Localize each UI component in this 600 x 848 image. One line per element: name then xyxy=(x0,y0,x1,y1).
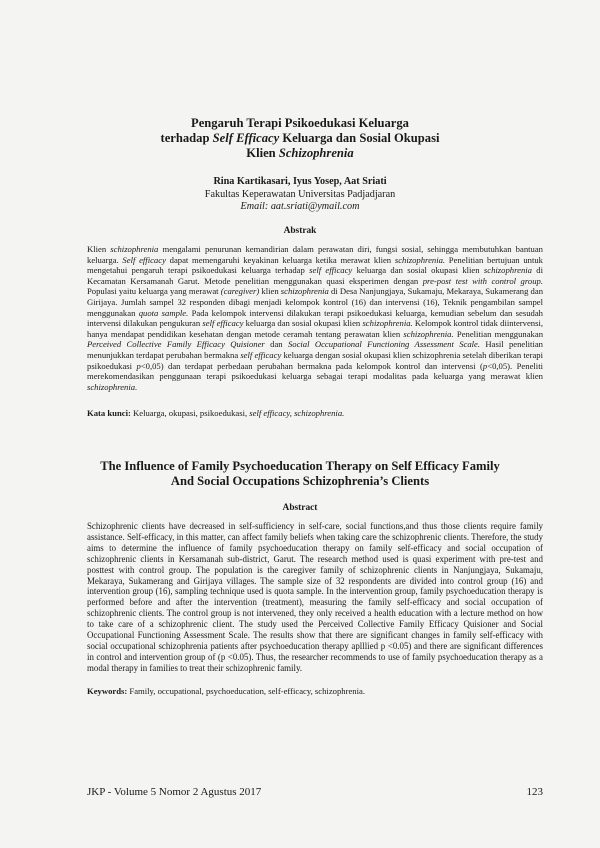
author-affiliation: Fakultas Keperawatan Universitas Padjadjaran xyxy=(204,188,396,200)
author-names: Rina Kartikasari, Iyus Yosep, Aat Sriati xyxy=(213,176,387,187)
title-en-line-2: And Social Occupations Schizophrenia’s Clients xyxy=(170,474,430,488)
title-line-1: Pengaruh Terapi Psikoedukasi Keluarga xyxy=(191,116,409,130)
title-english xyxy=(0,459,600,489)
abstrak-body: Klien schizophrenia mengalami penurunan kemandirian dalam perawatan diri, fungsi sosial, sehingga membutuhkan bantuan keluarga. Self efficacy dapat memengaruhi keyakinan keluarga ketika merawat klien schizophrenia. Penelitian bertujuan untuk mengetahui pengaruh terapi psikoedukasi keluarga terhadap self efficacy keluarga dan sosial okupasi klien schizophrenia di Kecamatan Kersamanah Garut. Metode penelitian menggunakan quasi eksperimen dengan pre-post test with control group. Populasi yaitu keluarga yang merawat (caregiver) klien schizophrenia di Desa Nanjungjaya, Sukamaju, Mekaraya, Sukamerang dan Girijaya. Jumlah sampel 32 responden dibagi menjadi kelompok kontrol (16) dan intervensi (16), Teknik pengambilan sampel menggunakan quota sample. Pada kelompok intervensi dilakukan terapi psikoedukasi keluarga, kemudian sebelum dan sesudah intervensi dilakukan pengukuran self efficacy keluarga dan sosial okupasi klien schizophrenia. Kelompok kontrol tidak diintervensi, hanya mendapat pendidikan kesehatan dengan metode ceramah tentang perawatan klien schizophrenia. Penelitian menggunakan Perceived Collective Family Efficacy Quisioner dan Social Occupational Functioning Assessment Scale. Hasil penelitian menunjukkan terdapat perubahan bermakna self efficacy keluarga dengan sosial okupasi klien schizophrenia setelah diberikan terapi psikoedukasi p<0,05) dan terdapat perbedaan perubahan bermakna pada kelompok kontrol dan intervensi (p<0,05). Peneliti merekomendasikan penggunaan terapi psikoedukasi keluarga sebagai terapi modalitas pada keluarga yang merawat klien schizophrenia. xyxy=(87,244,544,392)
page-number: 123 xyxy=(526,786,543,798)
kata-kunci-label: Kata kunci: xyxy=(87,408,131,418)
title-en-line-1: The Influence of Family Psychoeducation Therapy on Self Efficacy Family xyxy=(100,459,500,473)
journal-footer: JKP - Volume 5 Nomor 2 Agustus 2017 xyxy=(87,786,262,798)
abstract-heading: Abstract xyxy=(282,503,318,513)
title-line-3: Klien Schizophrenia xyxy=(246,146,354,160)
abstrak-heading: Abstrak xyxy=(283,226,317,236)
title-indonesian xyxy=(0,116,600,161)
abstract-body: Schizophrenic clients have decreased in self-sufficiency in self-care, social functions,and thus those clients require family assistance. Self-efficacy, in this matter, can affect family beliefs when taking care the schizophrenic clients. Therefore, the study aims to determine the influence of family psychoeducation therapy on family self-efficacy and social occupation of schizophrenic clients in Kersamanah sub-district, Garut. The research method used is quasi experiment with pre-test and posttest with control group. The population is the caregiver family of schizophrenic clients in Nanjungjaya, Sukamaju, Mekaraya, Sukamerang and Girijaya villages. The sample size of 32 respondents are divided into control group (16) and intervention group (16), sampling technique used is quota sample. In the intervention group, family psychoeducation therapy is performed before and after the intervention (treatment), measuring the family self-efficacy and social occupation of schizophrenic clients. The control group is not intervened, they only received a health education with a lecture method on how to take care of a schizophrenic client. The study used the Perceived Collective Family Efficacy Quisioner and Social Occupational Functioning Assessment Scale. The results show that there are significant changes in family self-efficacy with social occupational schizophrenia patients after psychoeducation therapy aplllied p <0.05) and there are significant differences in control and intervention group of (p <0.05). Thus, the researcher recommends to use of family psychoeducation therapy as a modal therapy in families to treat their schizophrenic family. xyxy=(87,521,543,673)
title-line-2: terhadap Self Efficacy Keluarga dan Sosial Okupasi xyxy=(160,131,440,145)
keywords-label: Keywords: xyxy=(87,686,128,696)
kata-kunci: Kata kunci: Keluarga, okupasi, psikoedukasi, self efficacy, schizophrenia. xyxy=(87,408,345,418)
keywords-english: Keywords: Family, occupational, psychoeducation, self-efficacy, schizophrenia. xyxy=(87,686,365,696)
author-block xyxy=(0,176,600,214)
author-email[interactable]: Email: aat.sriati@ymail.com xyxy=(240,201,360,212)
